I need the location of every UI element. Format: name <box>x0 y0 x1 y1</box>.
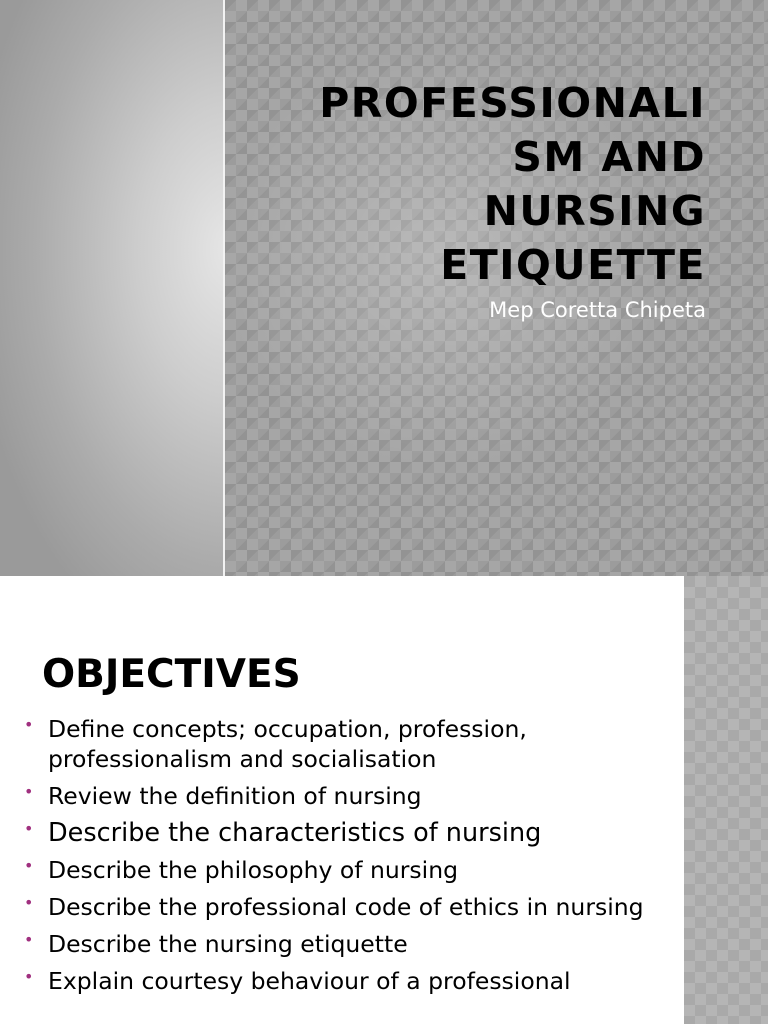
list-item-text: Review the definition of nursing <box>48 782 422 810</box>
list-item <box>24 818 664 848</box>
bullet-icon: • <box>24 715 34 734</box>
bullet-icon: • <box>24 930 34 949</box>
list-item <box>24 714 664 774</box>
slide-heading: OBJECTIVES <box>42 652 301 697</box>
bullet-icon: • <box>24 967 34 986</box>
title-line: NURSING <box>483 187 706 235</box>
list-item <box>24 966 664 996</box>
title-line: SM AND <box>512 133 706 181</box>
title-line: ETIQUETTE <box>440 241 706 289</box>
slide-left-gradient-panel <box>0 0 223 576</box>
slide-pattern-strip <box>684 576 768 1024</box>
list-item-text: Describe the philosophy of nursing <box>48 856 458 884</box>
list-item-text: Explain courtesy behaviour of a professional <box>48 967 571 995</box>
title-line: PROFESSIONALI <box>319 79 706 127</box>
list-item <box>24 781 664 811</box>
objectives-list <box>24 714 664 1003</box>
list-item-text: Describe the nursing etiquette <box>48 930 408 958</box>
list-item-text: Define concepts; occupation, profession, professionalism and socialisation <box>48 715 527 773</box>
bullet-icon: • <box>24 893 34 912</box>
list-item-text: Describe the professional code of ethics in nursing <box>48 893 644 921</box>
presentation-title <box>286 76 706 292</box>
presentation-author: Mep Coretta Chipeta <box>489 298 706 322</box>
bullet-icon: • <box>24 819 34 838</box>
bullet-icon: • <box>24 782 34 801</box>
list-item-text: Describe the characteristics of nursing <box>48 818 542 848</box>
slide-objectives <box>0 576 768 1024</box>
bullet-icon: • <box>24 856 34 875</box>
list-item <box>24 892 664 922</box>
list-item <box>24 929 664 959</box>
list-item <box>24 855 664 885</box>
